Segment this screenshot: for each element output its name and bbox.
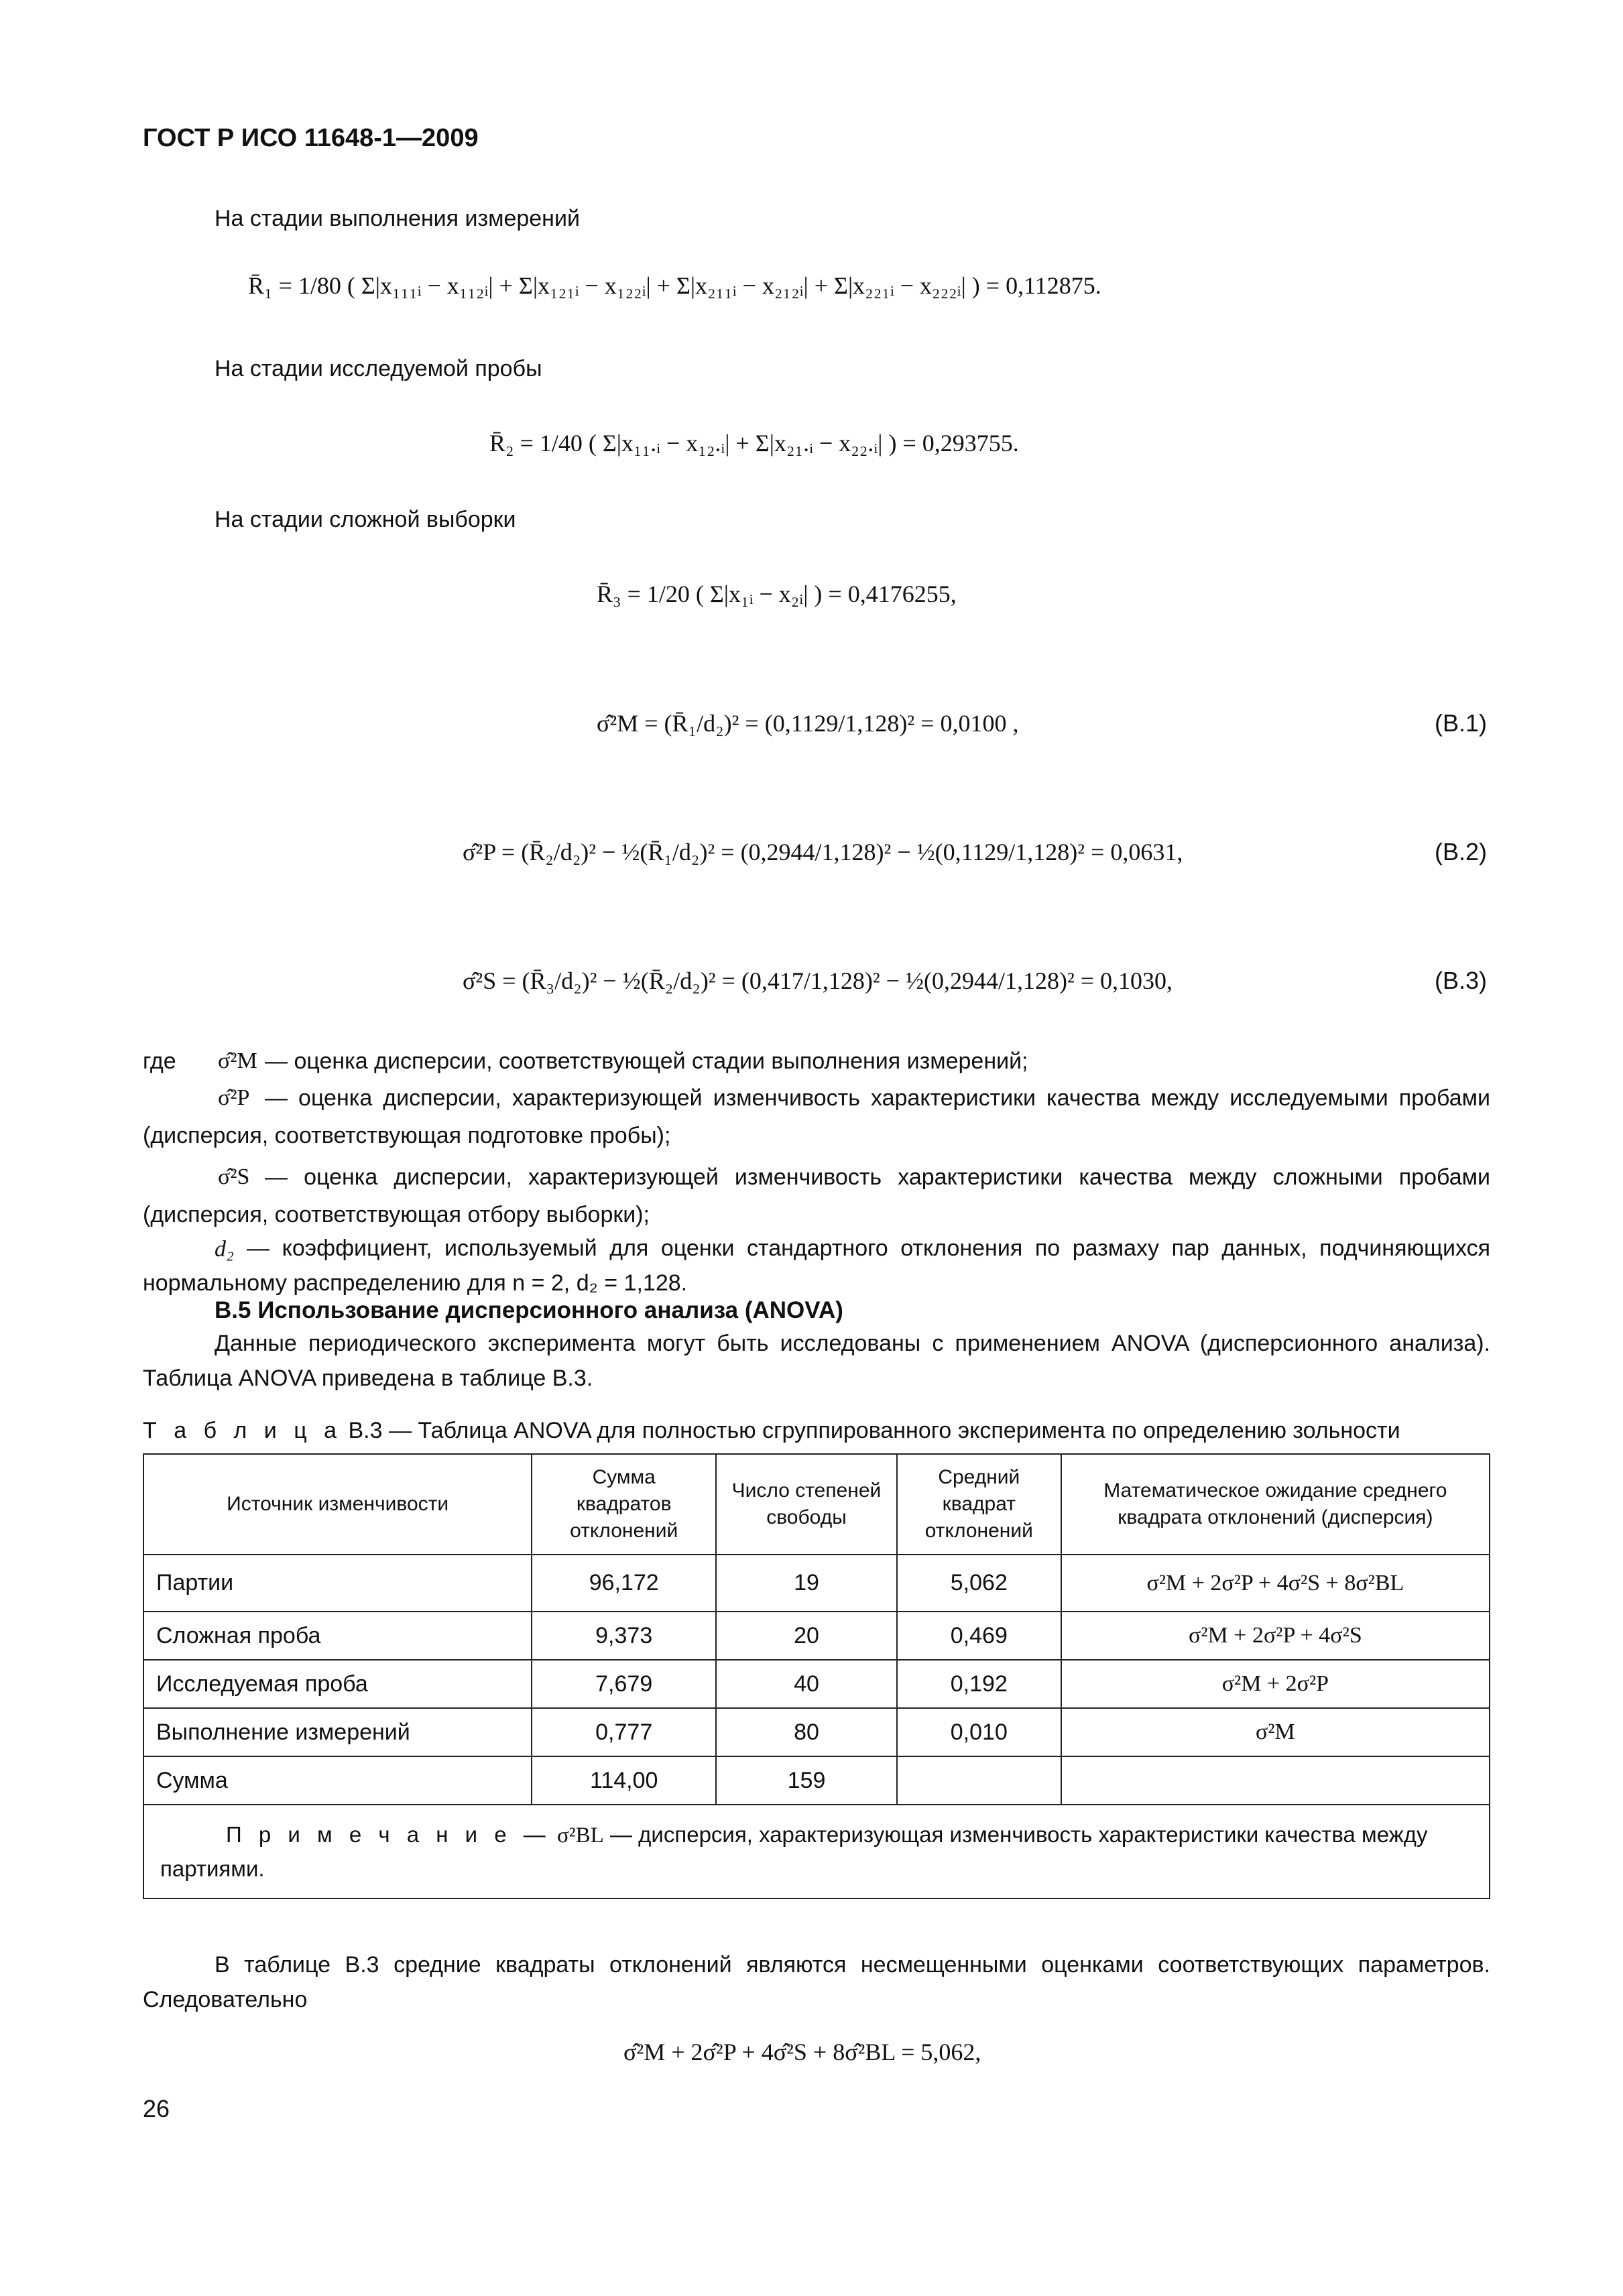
equation-number-b3: (В.3) — [1435, 967, 1488, 994]
definition-m: — оценка дисперсии, соответствующей стадии выполнения измерений; — [265, 1048, 1028, 1074]
definition-d2: — коэффициент, используемый для оценки стандартного отклонения по размаху пар данных, подчиняющихся нормальному распределению для n = 2, d₂ = 1,128. — [143, 1235, 1490, 1296]
section-title: В.5 Использование дисперсионного анализа (ANOVA) — [215, 1297, 843, 1323]
row-df: 80 — [716, 1708, 897, 1756]
row-sum-squares: 9,373 — [532, 1612, 716, 1660]
formula-r2: R̄₂ = 1/40 ( Σ|x₁₁.ᵢ − x₁₂.ᵢ| + Σ|x₂₁.ᵢ − x₂₂.ᵢ| ) = 0,293755. — [489, 430, 1019, 457]
row-df: 20 — [716, 1612, 897, 1660]
row-sum-squares: 0,777 — [532, 1708, 716, 1756]
header-expectation: Математическое ожидание среднего квадрата отклонений (дисперсия) — [1061, 1454, 1490, 1555]
formula-b3: σ̂²S = (R̄₃/d₂)² − ½(R̄₂/d₂)² = (0,417/1,128)² − ½(0,2944/1,128)² = 0,1030, — [463, 967, 1173, 994]
document-header: ГОСТ Р ИСО 11648-1—2009 — [143, 124, 479, 152]
symbol-sigma-s: σ̂²S — [218, 1164, 250, 1189]
note-label: П р и м е ч а н и е — — [226, 1821, 551, 1847]
row-source: Сложная проба — [143, 1612, 532, 1660]
formula-final: σ̂²M + 2σ̂²P + 4σ̂²S + 8σ̂²BL = 5,062, — [623, 2039, 981, 2065]
stage-composite-label: На стадии сложной выборки — [215, 507, 516, 532]
table-caption — [143, 1418, 1400, 1444]
table-note — [143, 1805, 1490, 1898]
formula-r1: R̄₁ = 1/80 ( Σ|x₁₁₁ᵢ − x₁₁₂ᵢ| + Σ|x₁₂₁ᵢ − x₁₂₂ᵢ| + Σ|x₂₁₁ᵢ − x₂₁₂ᵢ| + Σ|x₂₂₁ᵢ − x₂₂₂ᵢ| ) = 0,112875. — [248, 272, 1101, 299]
anova-table — [143, 1453, 1490, 1899]
row-df: 40 — [716, 1660, 897, 1708]
stage-sample-label: На стадии исследуемой пробы — [215, 356, 542, 381]
table-row — [143, 1612, 1490, 1660]
row-sum-squares: 114,00 — [532, 1756, 716, 1805]
section-body: Данные периодического эксперимента могут быть исследованы с применением ANOVA (дисперсионного анализа). Таблица ANOVA приведена в таблице В.3. — [143, 1331, 1490, 1391]
row-source: Сумма — [143, 1756, 532, 1805]
stage-measurement-label: На стадии выполнения измерений — [215, 206, 580, 231]
symbol-d2: d₂ — [215, 1237, 234, 1262]
row-mean-square: 5,062 — [897, 1555, 1061, 1612]
row-expectation: σ²M + 2σ²P + 4σ²S + 8σ²BL — [1061, 1555, 1490, 1612]
table-caption-text: В.3 — Таблица ANOVA для полностью сгруппированного эксперимента по определению зольности — [348, 1418, 1400, 1443]
header-source: Источник изменчивости — [143, 1454, 532, 1555]
row-mean-square: 0,469 — [897, 1612, 1061, 1660]
where-label: где — [143, 1048, 176, 1074]
formula-b2: σ̂²P = (R̄₂/d₂)² − ½(R̄₁/d₂)² = (0,2944/1,128)² − ½(0,1129/1,128)² = 0,0631, — [463, 839, 1183, 865]
definition-s: — оценка дисперсии, характеризующей изменчивость характеристики качества между сложными пробами (дисперсия, соответствующая отбору выборки); — [143, 1164, 1490, 1227]
table-row-total — [143, 1756, 1490, 1805]
equation-number-b1: (В.1) — [1435, 709, 1488, 737]
row-mean-square — [897, 1756, 1061, 1805]
row-mean-square: 0,192 — [897, 1660, 1061, 1708]
table-header-row — [143, 1454, 1490, 1555]
formula-b1: σ̂²M = (R̄₁/d₂)² = (0,1129/1,128)² = 0,0100 , — [597, 710, 1019, 737]
note-text: — дисперсия, характеризующая изменчивость характеристики качества между партиями. — [160, 1821, 1428, 1881]
header-sum-squares: Сумма квадратов отклонений — [532, 1454, 716, 1555]
table-note-row — [143, 1805, 1490, 1898]
row-source: Выполнение измерений — [143, 1708, 532, 1756]
row-expectation: σ²M — [1061, 1708, 1490, 1756]
definition-p: — оценка дисперсии, характеризующей изменчивость характеристики качества между исследуемыми пробами (дисперсия, соответствующая подготовке пробы); — [143, 1085, 1490, 1148]
table-row — [143, 1708, 1490, 1756]
row-df: 19 — [716, 1555, 897, 1612]
row-expectation: σ²M + 2σ²P — [1061, 1660, 1490, 1708]
row-expectation: σ²M + 2σ²P + 4σ²S — [1061, 1612, 1490, 1660]
conclusion-paragraph: В таблице В.3 средние квадраты отклонений являются несмещенными оценками соответствующих параметров. Следовательно — [143, 1952, 1490, 2012]
row-source: Партии — [143, 1555, 532, 1612]
table-row — [143, 1660, 1490, 1708]
formula-r3: R̄₃ = 1/20 ( Σ|x₁ᵢ − x₂ᵢ| ) = 0,4176255, — [597, 581, 957, 607]
table-caption-label: Т а б л и ц а — [143, 1418, 343, 1443]
row-df: 159 — [716, 1756, 897, 1805]
row-sum-squares: 96,172 — [532, 1555, 716, 1612]
note-symbol: σ²BL — [556, 1823, 604, 1848]
row-source: Исследуемая проба — [143, 1660, 532, 1708]
row-mean-square: 0,010 — [897, 1708, 1061, 1756]
symbol-sigma-m: σ̂²M — [218, 1048, 257, 1073]
equation-number-b2: (В.2) — [1435, 838, 1488, 865]
symbol-sigma-p: σ̂²P — [218, 1085, 250, 1110]
header-degrees-freedom: Число степеней свободы — [716, 1454, 897, 1555]
header-mean-square: Средний квадрат отклонений — [897, 1454, 1061, 1555]
page-number: 26 — [143, 2095, 170, 2122]
row-expectation — [1061, 1756, 1490, 1805]
row-sum-squares: 7,679 — [532, 1660, 716, 1708]
table-row — [143, 1555, 1490, 1612]
